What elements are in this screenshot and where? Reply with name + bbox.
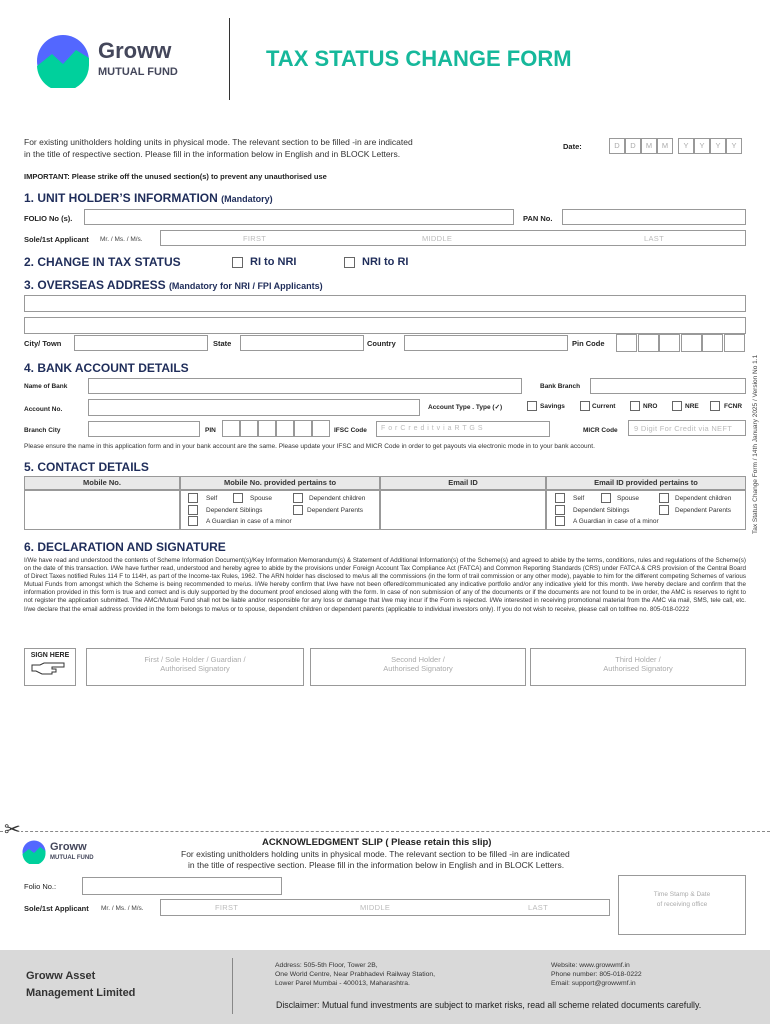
mobile-dep-siblings-checkbox[interactable] xyxy=(188,505,198,515)
col-email-pertains: Email ID provided pertains to xyxy=(546,476,746,490)
email-dep-siblings-checkbox[interactable] xyxy=(555,505,565,515)
important-note: IMPORTANT: Please strike off the unused section(s) to prevent any unauthorised use xyxy=(24,172,327,181)
email-spouse-checkbox[interactable] xyxy=(601,493,611,503)
ifsc-placeholder: F o r C r e d i t v i a R T G S xyxy=(381,425,483,432)
date-cell[interactable]: M xyxy=(657,138,673,154)
footer-address xyxy=(275,961,435,988)
ri-to-nri-checkbox[interactable] xyxy=(232,257,243,268)
nre-label: NRE xyxy=(685,403,699,410)
email-dep-siblings-label: Dependent Siblings xyxy=(573,507,630,514)
signature-second-holder[interactable] xyxy=(310,648,526,686)
bank-note: Please ensure the name in this application form and in your bank account are the same. Please update your IFSC and MICR Code in order to get payouts via electronic mode in to your bank account. xyxy=(24,443,595,450)
email-dep-parents-label: Dependent Parents xyxy=(675,507,732,514)
account-no-input[interactable] xyxy=(88,399,420,416)
footer-company-1: Groww Asset xyxy=(26,970,96,982)
pin-code-cell[interactable] xyxy=(681,334,702,352)
section1-title: 1. UNIT HOLDER’S INFORMATION (Mandatory) xyxy=(24,191,273,205)
col-mobile-pertains: Mobile No. provided pertains to xyxy=(180,476,380,490)
ack-applicant-label: Sole/1st Applicant xyxy=(24,904,89,913)
bank-name-label: Name of Bank xyxy=(24,383,68,390)
ack-brand-name: Groww xyxy=(50,841,87,853)
email-input[interactable] xyxy=(380,490,546,530)
ack-folio-input[interactable] xyxy=(82,877,282,895)
city-label: City/ Town xyxy=(24,339,62,348)
branch-pin-cell[interactable] xyxy=(276,420,294,437)
sig1-line2: Authorised Signatory xyxy=(160,664,230,673)
country-label: Country xyxy=(367,339,396,348)
account-type-label: Account Type . Type (✓) xyxy=(428,404,503,411)
ri-to-nri-label: RI to NRI xyxy=(250,256,297,268)
bank-branch-input[interactable] xyxy=(590,378,746,394)
date-cell[interactable]: Y xyxy=(694,138,710,154)
cut-line xyxy=(0,831,770,832)
section5-title: 5. CONTACT DETAILS xyxy=(24,460,149,474)
form-title: TAX STATUS CHANGE FORM xyxy=(266,46,572,71)
date-cell[interactable]: M xyxy=(641,138,657,154)
mobile-dep-children-checkbox[interactable] xyxy=(293,493,303,503)
timestamp-box xyxy=(618,875,746,935)
address-line-1: Address: 505-5th Floor, Tower 2B, xyxy=(275,962,378,969)
date-cell[interactable]: Y xyxy=(678,138,694,154)
branch-city-input[interactable] xyxy=(88,421,200,437)
email-self-label: Self xyxy=(573,495,585,502)
nri-to-ri-checkbox[interactable] xyxy=(344,257,355,268)
ifsc-label: IFSC Code xyxy=(334,427,367,434)
branch-city-label: Branch City xyxy=(24,427,61,434)
sig3-line2: Authorised Signatory xyxy=(603,664,673,673)
ack-salutation: Mr. / Ms. / M/s. xyxy=(101,905,144,912)
ack-first-placeholder: FIRST xyxy=(215,903,239,912)
current-label: Current xyxy=(592,403,616,410)
section6-title: 6. DECLARATION AND SIGNATURE xyxy=(24,540,226,554)
sig2-line1: Second Holder / xyxy=(391,655,445,664)
bank-name-input[interactable] xyxy=(88,378,522,394)
savings-label: Savings xyxy=(540,403,565,410)
header-divider xyxy=(229,18,230,100)
date-cell[interactable]: D xyxy=(609,138,625,154)
state-label: State xyxy=(213,339,232,348)
address-line-2-input[interactable] xyxy=(24,317,746,334)
micr-placeholder: 9 Digit For Credit via NEFT xyxy=(634,424,733,433)
pointing-hand-icon xyxy=(30,661,70,677)
mobile-guardian-checkbox[interactable] xyxy=(188,516,198,526)
address-line-1-input[interactable] xyxy=(24,295,746,312)
sign-here-label: SIGN HERE xyxy=(30,652,70,659)
ack-groww-logo-icon xyxy=(22,840,46,864)
ack-last-placeholder: LAST xyxy=(528,903,548,912)
address-line-2: One World Centre, Near Prabhadevi Railway Station, xyxy=(275,971,436,978)
pin-code-cell[interactable] xyxy=(724,334,745,352)
sign-here-box xyxy=(24,648,76,686)
nre-checkbox[interactable] xyxy=(672,401,682,411)
mobile-dep-parents-checkbox[interactable] xyxy=(293,505,303,515)
stamp-line-2: of receiving office xyxy=(656,901,708,908)
applicant-label: Sole/1st Applicant xyxy=(24,235,89,244)
folio-input[interactable] xyxy=(84,209,514,225)
brand-name: Groww xyxy=(98,38,172,63)
email-spouse-label: Spouse xyxy=(617,495,640,502)
fcnr-checkbox[interactable] xyxy=(710,401,720,411)
footer-email[interactable]: Email: support@growwmf.in xyxy=(551,980,636,987)
micr-label: MICR Code xyxy=(583,427,618,434)
country-input[interactable] xyxy=(404,335,568,351)
ack-line-1: For existing unitholders holding units in physical mode. The relevant section to be filled -in are indicated xyxy=(181,849,570,859)
pan-input[interactable] xyxy=(562,209,746,225)
branch-pin-cell[interactable] xyxy=(240,420,258,437)
first-placeholder: FIRST xyxy=(243,234,267,243)
scissors-icon: ✂ xyxy=(4,819,21,841)
branch-pin-cell[interactable] xyxy=(258,420,276,437)
pin-code-cell[interactable] xyxy=(702,334,723,352)
brand-sub: MUTUAL FUND xyxy=(98,66,178,78)
intro-line-1: For existing unitholders holding units in physical mode. The relevant section to be filled -in are indicated xyxy=(24,137,413,147)
account-no-label: Account No. xyxy=(24,406,63,413)
salutation: Mr. / Ms. / M/s. xyxy=(100,236,143,243)
branch-pin-cell[interactable] xyxy=(222,420,240,437)
footer-disclaimer: Disclaimer: Mutual fund investments are subject to market risks, read all scheme related documents carefully. xyxy=(276,1000,702,1010)
declaration-text: I/We have read and understood the contents of Scheme Information Document(s)/Key Information Memorandum(s) & Statement of Additional Information(s) of the Scheme(s) and agreed to abide by the terms, conditions, rules and regulations of the Scheme(s) on the date of this transaction. I/We have further read, understood and hereby agree to abide by the provisions under Foreign Account Tax Compliance Act (FATCA) and Common Reporting Standards (CRS) under FATCA & CRS provision of the Central Board of Direct Taxes notified Rules 114 F to 114H, as part of the Income-tax Rules, 1962. The ARN holder has disclosed to me/us all the commissions (in the form of trail commission or any other mode), payable to him for the different competing Schemes of various Mutual Funds from amongst which the Scheme is being recommended to me/us. I/We hereby confirm that I/we have not been offered/communicated any indicative portfolio and/or any indicative yield for this month. I/we hereby declare and confirm that the information provided in this form is true and correct and is duly supported by the document proof enclosed along with the form. In case of non submission of any of the documents or if the documents are not found to be in order, the AMC is reserves to right to not register the application submitted. The AMC/Mutual Fund shall not be liable and/or responsible for any loss or damage that I/we may incur if the Form is rejected. I/We interested in receiving promotional material from the AMC via mail, SMS, tele call, etc. I/we declare that the email address provided in the form belongs to me/us or to spouse, dependent children or dependent parents (applicable to individual investors only). If you do not wish to receive, please call on tollfree no. 805-018-0222 xyxy=(24,557,746,613)
intro-line-2: in the title of respective section. Please fill in the information below in English and in BLOCK Letters. xyxy=(24,149,401,159)
email-guardian-checkbox[interactable] xyxy=(555,516,565,526)
mobile-self-label: Self xyxy=(206,495,218,502)
sig3-line1: Third Holder / xyxy=(615,655,661,664)
bank-branch-label: Bank Branch xyxy=(540,383,581,390)
email-dep-parents-checkbox[interactable] xyxy=(659,505,669,515)
mobile-spouse-label: Spouse xyxy=(250,495,273,502)
folio-label: FOLIO No (s). xyxy=(24,214,73,223)
nro-checkbox[interactable] xyxy=(630,401,640,411)
state-input[interactable] xyxy=(240,335,364,351)
branch-pin-cell[interactable] xyxy=(312,420,330,437)
pin-code-label: Pin Code xyxy=(572,339,605,348)
mobile-dep-parents-label: Dependent Parents xyxy=(307,507,364,514)
mobile-spouse-checkbox[interactable] xyxy=(233,493,243,503)
mobile-dep-children-label: Dependent children xyxy=(309,495,366,502)
signature-third-holder[interactable] xyxy=(530,648,746,686)
pan-label: PAN No. xyxy=(523,214,553,223)
middle-placeholder: MIDDLE xyxy=(422,234,453,243)
current-checkbox[interactable] xyxy=(580,401,590,411)
date-cell[interactable]: D xyxy=(625,138,641,154)
last-placeholder: LAST xyxy=(644,234,664,243)
ack-middle-placeholder: MIDDLE xyxy=(360,903,391,912)
date-label: Date: xyxy=(563,142,582,151)
email-self-checkbox[interactable] xyxy=(555,493,565,503)
mobile-guardian-label: A Guardian in case of a minor xyxy=(206,518,292,525)
ack-folio-label: Folio No.: xyxy=(24,882,57,891)
ack-brand-sub: MUTUAL FUND xyxy=(50,855,94,861)
sig2-line2: Authorised Signatory xyxy=(383,664,453,673)
ack-line-2: in the title of respective section. Please fill in the information below in English and in BLOCK Letters. xyxy=(188,860,565,870)
side-version-text: Tax Status Change Form / 14th January 2025 / Version No 1.1 xyxy=(752,354,759,534)
mobile-self-checkbox[interactable] xyxy=(188,493,198,503)
signature-first-holder[interactable] xyxy=(86,648,304,686)
branch-pin-cell[interactable] xyxy=(294,420,312,437)
nro-label: NRO xyxy=(643,403,658,410)
col-mobile: Mobile No. xyxy=(24,476,180,490)
date-cell[interactable]: Y xyxy=(710,138,726,154)
date-cell[interactable]: Y xyxy=(726,138,742,154)
section4-title: 4. BANK ACCOUNT DETAILS xyxy=(24,361,189,375)
footer xyxy=(0,950,770,1024)
footer-divider xyxy=(232,958,233,1014)
section2-title: 2. CHANGE IN TAX STATUS xyxy=(24,255,181,269)
groww-logo-icon xyxy=(36,34,90,88)
address-line-3: Lower Parel Mumbai - 400013, Maharashtra. xyxy=(275,980,410,987)
stamp-line-1: Time Stamp & Date xyxy=(653,891,711,898)
col-email: Email ID xyxy=(380,476,546,490)
mobile-input[interactable] xyxy=(24,490,180,530)
footer-website[interactable]: Website: www.growwmf.in xyxy=(551,962,630,969)
fcnr-label: FCNR xyxy=(724,403,743,410)
pin-code-cell[interactable] xyxy=(638,334,659,352)
email-dep-children-checkbox[interactable] xyxy=(659,493,669,503)
branch-pin-label: PIN xyxy=(205,427,216,434)
nri-to-ri-label: NRI to RI xyxy=(362,256,409,268)
mobile-dep-siblings-label: Dependent Siblings xyxy=(206,507,263,514)
email-guardian-label: A Guardian in case of a minor xyxy=(573,518,659,525)
savings-checkbox[interactable] xyxy=(527,401,537,411)
pin-code-cell[interactable] xyxy=(659,334,680,352)
footer-contact xyxy=(551,961,642,988)
pin-code-cell[interactable] xyxy=(616,334,637,352)
email-dep-children-label: Dependent children xyxy=(675,495,732,502)
footer-phone: Phone number: 805-018-0222 xyxy=(551,971,642,978)
sig1-line1: First / Sole Holder / Guardian / xyxy=(144,655,246,664)
section3-title: 3. OVERSEAS ADDRESS (Mandatory for NRI / FPI Applicants) xyxy=(24,278,323,292)
footer-company-2: Management Limited xyxy=(26,987,136,999)
ack-title: ACKNOWLEDGMENT SLIP ( Please retain this slip) xyxy=(262,837,492,848)
city-input[interactable] xyxy=(74,335,208,351)
